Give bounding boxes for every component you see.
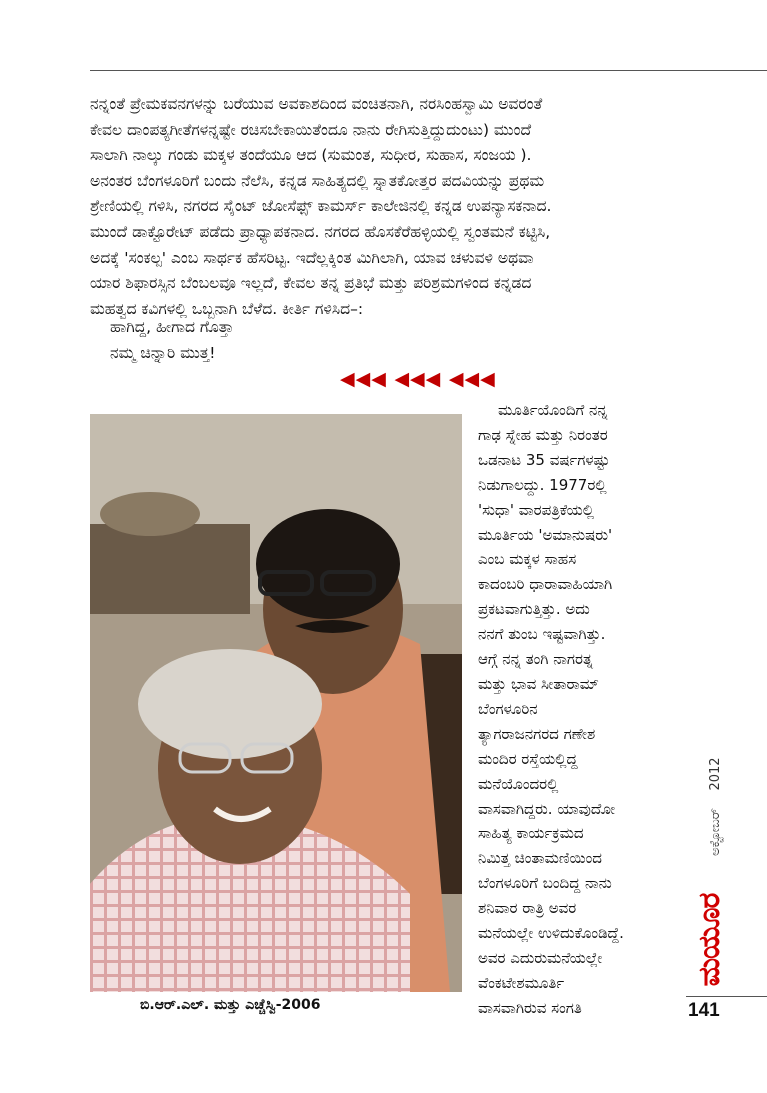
verse-line: ನಮ್ಮ ಚಿನ್ನಾರಿ ಮುತ್ತ! [110, 344, 216, 362]
body-line: ಕೇವಲ ದಾಂಪತ್ಯಗೀತೆಗಳನ್ನಷ್ಟೇ ರಚಿಸಬೇಕಾಯಿತೆಂದೂ ನಾನು ರೇಗಿಸುತ್ತಿದ್ದುದುಂಟು) ಮುಂದೆ [90, 120, 532, 139]
page-number: 141 [688, 1000, 720, 1021]
side-column [478, 398, 693, 1021]
side-line: 'ಸುಧಾ' ವಾರಪತ್ರಿಕೆಯಲ್ಲಿ [478, 500, 595, 519]
side-line: ಪ್ರಕಟವಾಗುತ್ತಿತ್ತು. ಅದು [478, 600, 590, 619]
body-line: ಶ್ರೇಣಿಯಲ್ಲಿ ಗಳಿಸಿ, ನಗರದ ಸೈಂಟ್ ಜೋಸೆಫ್ಸ್ ಕಾಮರ್ಸ್ ಕಾಲೇಜಿನಲ್ಲಿ ಕನ್ನಡ ಉಪನ್ಯಾಸಕನಾದ. [90, 197, 552, 216]
side-line: ಶನಿವಾರ ರಾತ್ರಿ ಅವರ [478, 899, 577, 918]
side-line: ಮನೆಯಲ್ಲೇ ಉಳಿದುಕೊಂಡಿದ್ದೆ. [478, 924, 624, 943]
side-line: ಆಗ್ಗೆ ನನ್ನ ತಂಗಿ ನಾಗರತ್ನ [478, 650, 593, 669]
side-line: ನಿಡುಗಾಲದ್ದು. 1977ರಲ್ಲಿ [478, 475, 607, 494]
body-line: ನನ್ನಂತೆ ಪ್ರೇಮಕವನಗಳನ್ನು ಬರೆಯುವ ಅವಕಾಶದಿಂದ ವಂಚಿತನಾಗಿ, ನರಸಿಂಹಸ್ವಾಮಿ ಅವರಂತೆ [90, 95, 543, 113]
body-line: ಅದಕ್ಕೆ 'ಸಂಕಲ್ಪ' ಎಂಬ ಸಾರ್ಥಕ ಹೆಸರಿಟ್ಟ. ಇದೆಲ್ಲಕ್ಕಿಂತ ಮಿಗಿಲಾಗಿ, ಯಾವ ಚಳುವಳಿ ಅಥವಾ [90, 248, 534, 267]
body-line: ಯಾರ ಶಿಫಾರಸ್ಸಿನ ಬೆಂಬಲವೂ ಇಲ್ಲದೆ, ಕೇವಲ ತನ್ನ ಪ್ರತಿಭೆ ಮತ್ತು ಪರಿಶ್ರಮಗಳಿಂದ ಕನ್ನಡದ [90, 274, 532, 293]
issue-month: ಅಕ್ಟೋಬರ್ [708, 808, 723, 856]
side-line: ಮತ್ತು ಭಾವ ಸೀತಾರಾಮ್ [478, 674, 599, 693]
verse-line: ಹಾಗಿದ್ದ, ಹೀಗಾದ ಗೊತ್ತಾ [110, 318, 234, 336]
side-line: ಬೆಂಗಳೂರಿನ [478, 699, 538, 718]
side-line: ಸಾಹಿತ್ಯ ಕಾರ್ಯಕ್ರಮದ [478, 824, 584, 843]
magazine-logo [686, 882, 736, 994]
side-line: ಒಡನಾಟ 35 ವರ್ಷಗಳಷ್ಟು [478, 450, 610, 469]
photo-caption: ಬಿ.ಆರ್.ಎಲ್. ಮತ್ತು ಎಚ್ಚೆಸ್ವಿ-2006 [140, 997, 321, 1013]
side-line: ನಿಮಿತ್ತ ಚಿಂತಾಮಣಿಯಿಂದ [478, 849, 602, 868]
side-line: ಬೆಂಗಳೂರಿಗೆ ಬಂದಿದ್ದ ನಾನು [478, 874, 612, 893]
side-line: ವಾಸವಾಗಿದ್ದರು. ಯಾವುದೋ [478, 799, 616, 818]
side-line: ತ್ಯಾಗರಾಜನಗರದ ಗಣೇಶ [478, 724, 596, 743]
side-line: ಮೂರ್ತಿಯ 'ಅಮಾನುಷರು' [478, 525, 613, 544]
body-line: ಸಾಲಾಗಿ ನಾಲ್ಕು ಗಂಡು ಮಕ್ಕಳ ತಂದೆಯೂ ಆದ (ಸುಮಂತ, ಸುಧೀರ, ಸುಹಾಸ, ಸಂಜಯ ). [90, 146, 532, 165]
side-line: ವೆಂಕಟೇಶಮೂರ್ತಿ [478, 973, 565, 992]
side-line: ವಾಸವಾಗಿರುವ ಸಂಗತಿ [478, 998, 582, 1017]
bottom-rule [686, 996, 767, 997]
side-line: ಗಾಢ ಸ್ನೇಹ ಮತ್ತು ನಿರಂತರ [478, 425, 608, 444]
side-line: ಎಂಬ ಮಕ್ಕಳ ಸಾಹಸ [478, 550, 577, 569]
side-line: ಮೂರ್ತಿಯೊಂದಿಗೆ ನನ್ನ [498, 401, 608, 419]
verse-quote [110, 314, 234, 366]
body-line: ಮುಂದೆ ಡಾಕ್ಟೊರೇಟ್ ಪಡೆದು ಪ್ರಾಧ್ಯಾಪಕನಾದ. ನಗರದ ಹೊಸಕೆರೆಹಳ್ಳಿಯಲ್ಲಿ ಸ್ವಂತಮನೆ ಕಟ್ಟಿಸಿ, [90, 222, 551, 241]
magazine-name: ಮಯೂರ [692, 893, 727, 987]
article-body [90, 92, 690, 322]
portrait-photo [90, 414, 462, 992]
side-line: ಕಾದಂಬರಿ ಧಾರಾವಾಹಿಯಾಗಿ [478, 575, 613, 594]
side-line: ಮಂದಿರ ರಸ್ತೆಯಲ್ಲಿದ್ದ [478, 749, 578, 768]
top-rule [90, 70, 767, 71]
issue-year: 2012 [708, 757, 723, 791]
side-line: ನನಗೆ ತುಂಬ ಇಷ್ಟವಾಗಿತ್ತು. [478, 625, 606, 644]
body-line: ಅನಂತರ ಬೆಂಗಳೂರಿಗೆ ಬಂದು ನೆಲೆಸಿ, ಕನ್ನಡ ಸಾಹಿತ್ಯದಲ್ಲಿ ಸ್ನಾತಕೋತ್ತರ ಪದವಿಯನ್ನು ಪ್ರಥಮ [90, 171, 545, 190]
section-divider: ◀◀◀ ◀◀◀ ◀◀◀ [340, 368, 496, 390]
side-line: ಮನೆಯೊಂದರಲ್ಲಿ [478, 774, 559, 793]
side-line: ಅವರ ಎದುರುಮನೆಯಲ್ಲೇ [478, 948, 603, 967]
body-line: ಮಹತ್ವದ ಕವಿಗಳಲ್ಲಿ ಒಬ್ಬನಾಗಿ ಬೆಳೆದ. ಕೀರ್ತಿ ಗಳಿಸಿದ–: [90, 299, 364, 318]
